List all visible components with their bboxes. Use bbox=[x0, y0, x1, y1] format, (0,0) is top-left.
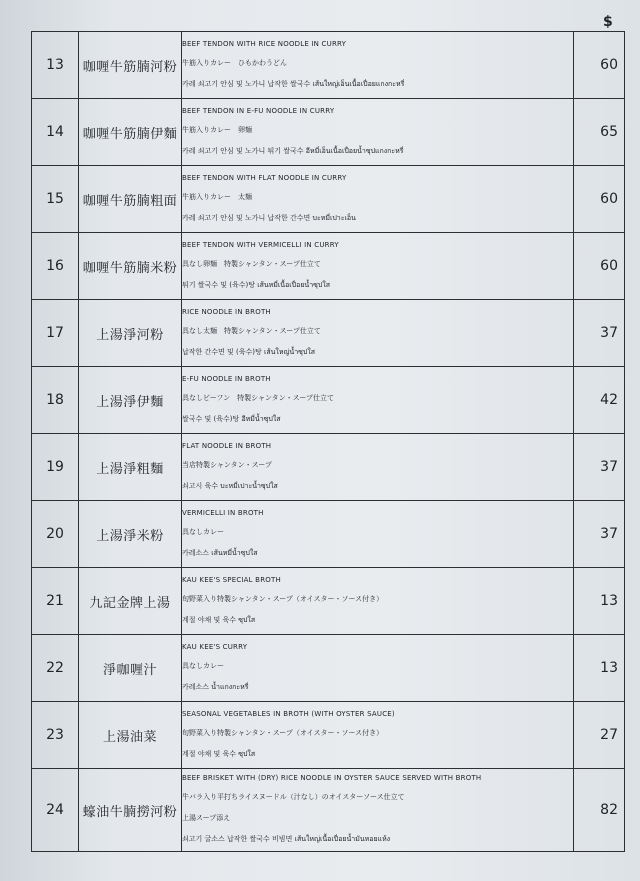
item-number: 24 bbox=[32, 769, 79, 852]
item-english-name: VERMICELLI IN BROTH bbox=[182, 508, 264, 517]
item-price: 60 bbox=[574, 233, 625, 300]
item-number: 22 bbox=[32, 635, 79, 702]
item-japanese-name: 牛筋入りカレー ひもかわうどん bbox=[182, 58, 287, 67]
item-number: 14 bbox=[32, 99, 79, 166]
item-description bbox=[182, 300, 574, 367]
item-english-name: KAU KEE'S CURRY bbox=[182, 642, 248, 651]
item-price: 27 bbox=[574, 702, 625, 769]
item-chinese-name: 九記金牌上湯 bbox=[79, 568, 182, 635]
menu-row bbox=[32, 32, 625, 99]
item-description bbox=[182, 99, 574, 166]
item-description bbox=[182, 367, 574, 434]
item-price: 60 bbox=[574, 32, 625, 99]
item-korean-thai-name: 쇠고기 굴소스 납작한 쌀국수 비빔면 เส้นใหญ่เนื้อเปื่อยน้ำมันหอยแห้ง bbox=[182, 835, 391, 843]
item-japanese-name: 具なし卵麺 特製シャンタン・スープ仕立て bbox=[182, 259, 321, 268]
item-english-name: BEEF TENDON WITH FLAT NOODLE IN CURRY bbox=[182, 173, 347, 182]
item-korean-thai-name: 쇠고시 육수 บะหมี่เปาะน้ำซุปใส bbox=[182, 481, 278, 490]
item-price: 13 bbox=[574, 635, 625, 702]
item-english-name: E-FU NOODLE IN BROTH bbox=[182, 374, 271, 383]
item-japanese-name: 具なしカレー bbox=[182, 661, 224, 670]
menu-row bbox=[32, 434, 625, 501]
menu-row bbox=[32, 702, 625, 769]
item-price: 37 bbox=[574, 300, 625, 367]
item-english-name: BEEF TENDON WITH RICE NOODLE IN CURRY bbox=[182, 39, 347, 48]
item-chinese-name: 咖喱牛筋腩河粉 bbox=[79, 32, 182, 99]
item-description bbox=[182, 568, 574, 635]
item-chinese-name: 上湯淨米粉 bbox=[79, 501, 182, 568]
item-chinese-name: 上湯油菜 bbox=[79, 702, 182, 769]
item-japanese-name: 旬野菜入り特製シャンタン・スープ（オイスター・ソース付き） bbox=[182, 728, 384, 737]
item-korean-thai-name: 쌀국수 및 (육수)탕 อีหมี่น้ำซุปใส bbox=[182, 414, 281, 423]
menu-row bbox=[32, 99, 625, 166]
item-japanese-name: 具なし太麺 特製シャンタン・スープ仕立て bbox=[182, 326, 321, 335]
item-korean-thai-name: 카레소스 น้ำแกงกะหรี่ bbox=[182, 682, 249, 691]
item-japanese-name: 牛筋入りカレー 卵麺 bbox=[182, 125, 252, 134]
item-korean-thai-name: 계절 야채 및 육수 ซุปใส bbox=[182, 749, 256, 758]
menu-row bbox=[32, 367, 625, 434]
menu-row bbox=[32, 166, 625, 233]
item-korean-thai-name: 납작한 간수면 및 (육수)탕 เส้นใหญ่น้ำซุปใส bbox=[182, 347, 316, 356]
item-number: 21 bbox=[32, 568, 79, 635]
item-english-name: BEEF TENDON IN E-FU NOODLE IN CURRY bbox=[182, 106, 335, 115]
item-number: 19 bbox=[32, 434, 79, 501]
item-english-name: BEEF TENDON WITH VERMICELLI IN CURRY bbox=[182, 240, 339, 249]
item-number: 18 bbox=[32, 367, 79, 434]
item-chinese-name: 上湯淨河粉 bbox=[79, 300, 182, 367]
item-chinese-name: 咖喱牛筋腩米粉 bbox=[79, 233, 182, 300]
item-japanese-name: 牛筋入りカレー 太麺 bbox=[182, 192, 252, 201]
item-price: 13 bbox=[574, 568, 625, 635]
item-chinese-name: 上湯淨伊麵 bbox=[79, 367, 182, 434]
item-chinese-name: 上湯淨粗麵 bbox=[79, 434, 182, 501]
item-price: 37 bbox=[574, 434, 625, 501]
item-description bbox=[182, 434, 574, 501]
item-description bbox=[182, 769, 574, 852]
item-number: 15 bbox=[32, 166, 79, 233]
item-korean-thai-name: 계절 야채 및 육수 ซุปใส bbox=[182, 615, 256, 624]
item-korean-thai-name: 카레 쇠고기 안심 및 노가니 튀기 쌀국수 อีหมี่เอ็นเนื้อเปื่อยน้ำซุปแกงกะหรี่ bbox=[182, 146, 404, 155]
item-chinese-name: 淨咖喱汁 bbox=[79, 635, 182, 702]
item-chinese-name: 蠔油牛腩撈河粉 bbox=[79, 769, 182, 852]
item-japanese-name: 旬野菜入り特製シャンタン・スープ（オイスター・ソース付き） bbox=[182, 594, 384, 603]
item-price: 37 bbox=[574, 501, 625, 568]
menu-row bbox=[32, 233, 625, 300]
item-japanese-name: 当店特製シャンタン・スープ bbox=[182, 460, 272, 469]
item-description bbox=[182, 702, 574, 769]
item-japanese-name: 具なしビーフン 特製シャンタン・スープ仕立て bbox=[182, 393, 334, 402]
item-description bbox=[182, 166, 574, 233]
menu-row bbox=[32, 568, 625, 635]
item-description bbox=[182, 501, 574, 568]
menu-row bbox=[32, 501, 625, 568]
item-price: 82 bbox=[574, 769, 625, 852]
item-chinese-name: 咖喱牛筋腩伊麵 bbox=[79, 99, 182, 166]
menu-row bbox=[32, 769, 625, 852]
item-description bbox=[182, 233, 574, 300]
item-english-name: FLAT NOODLE IN BROTH bbox=[182, 441, 272, 450]
item-english-name: RICE NOODLE IN BROTH bbox=[182, 307, 271, 316]
item-korean-thai-name: 카레소스 เส้นหมี่น้ำซุปใส bbox=[182, 548, 258, 557]
item-korean-thai-name: 튀기 쌀국수 및 (육수)탕 เส้นหมี่เนื้อเปื่อยน้ำซุปใส bbox=[182, 280, 331, 289]
menu-table bbox=[31, 31, 625, 852]
item-chinese-name: 咖喱牛筋腩粗面 bbox=[79, 166, 182, 233]
item-price: 65 bbox=[574, 99, 625, 166]
item-number: 23 bbox=[32, 702, 79, 769]
item-description bbox=[182, 635, 574, 702]
item-number: 20 bbox=[32, 501, 79, 568]
item-english-name: KAU KEE'S SPECIAL BROTH bbox=[182, 575, 281, 584]
item-description bbox=[182, 32, 574, 99]
item-english-name: SEASONAL VEGETABLES IN BROTH (WITH OYSTER SAUCE) bbox=[182, 709, 395, 718]
menu-row bbox=[32, 635, 625, 702]
item-number: 17 bbox=[32, 300, 79, 367]
item-price: 42 bbox=[574, 367, 625, 434]
item-japanese-name: 具なしカレー bbox=[182, 527, 224, 536]
item-number: 13 bbox=[32, 32, 79, 99]
item-korean-thai-name: 카레 쇠고기 안심 및 노가니 납작한 간수면 บะหมี่เปาะเอ็น bbox=[182, 213, 356, 222]
item-japanese-note: 上湯スープ添え bbox=[182, 814, 231, 822]
item-number: 16 bbox=[32, 233, 79, 300]
item-japanese-name: 牛バラ入り平打ちライスヌードル（汁なし）のオイスターソース仕立て bbox=[182, 793, 405, 801]
item-english-name: BEEF BRISKET WITH (DRY) RICE NOODLE IN OYSTER SAUCE SERVED WITH BROTH bbox=[182, 774, 482, 782]
item-korean-thai-name: 카레 쇠고기 안심 및 노가니 납작한 쌀국수 เส้นใหญ่เอ็นเนื้อเปื่อยแกงกะหรี่ bbox=[182, 79, 405, 88]
item-price: 60 bbox=[574, 166, 625, 233]
currency-header: $ bbox=[603, 14, 613, 30]
menu-row bbox=[32, 300, 625, 367]
